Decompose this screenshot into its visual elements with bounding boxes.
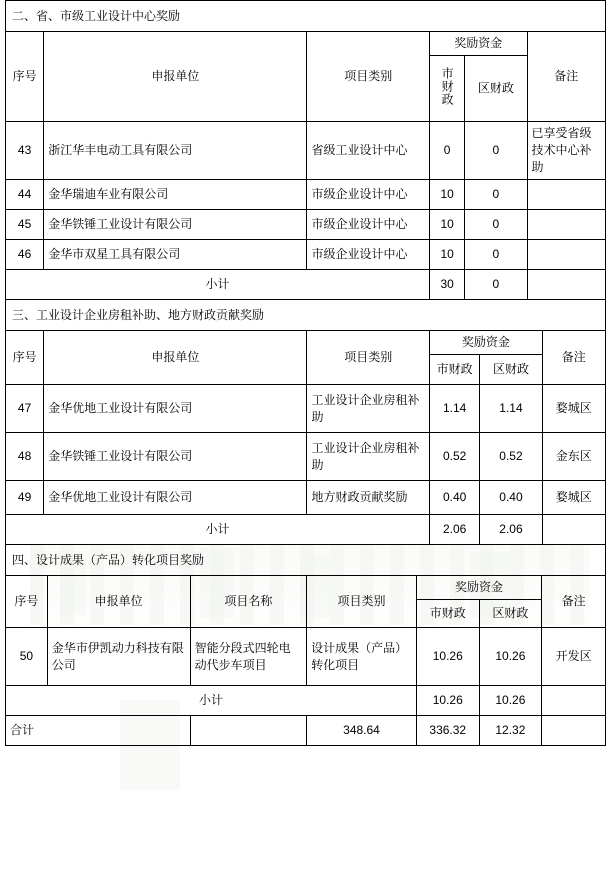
header-applicant: 申报单位	[44, 331, 307, 385]
cell-project-name: 智能分段式四轮电动代步车项目	[190, 628, 306, 686]
header-district-finance: 区财政	[480, 355, 542, 385]
section-title: 四、设计成果（产品）转化项目奖励	[6, 545, 606, 576]
table-row	[6, 180, 606, 210]
section-2-header-row-1	[6, 32, 606, 56]
table-section-3	[5, 299, 606, 545]
section-3-title-row	[6, 300, 606, 331]
cell-district-finance: 0.52	[480, 433, 542, 481]
cell-seq: 47	[6, 385, 44, 433]
grand-total-amount	[190, 716, 306, 746]
header-district-finance: 区财政	[479, 600, 542, 628]
cell-category: 市级企业设计中心	[307, 180, 430, 210]
cell-applicant: 金华市双星工具有限公司	[44, 240, 307, 270]
subtotal-label: 小计	[6, 686, 417, 716]
cell-city-finance: 0.40	[430, 481, 480, 515]
table-section-4	[5, 544, 606, 746]
subtotal-remark	[527, 270, 605, 300]
cell-district-finance: 0	[465, 210, 527, 240]
cell-remark: 婺城区	[542, 481, 605, 515]
header-applicant: 申报单位	[47, 576, 190, 628]
header-seq: 序号	[6, 32, 44, 122]
cell-city-finance: 10	[430, 180, 465, 210]
cell-category: 工业设计企业房租补助	[307, 433, 430, 481]
cell-category: 市级企业设计中心	[307, 240, 430, 270]
grand-total-row	[6, 716, 606, 746]
subtotal-remark	[542, 686, 606, 716]
cell-seq: 49	[6, 481, 44, 515]
section-title: 二、省、市级工业设计中心奖励	[6, 1, 606, 32]
table-row	[6, 210, 606, 240]
subtotal-row	[6, 515, 606, 545]
cell-remark: 已享受省级技术中心补助	[527, 122, 605, 180]
header-funds-group: 奖励资金	[416, 576, 541, 600]
header-remark: 备注	[527, 32, 605, 122]
header-remark: 备注	[542, 331, 605, 385]
header-project-name: 项目名称	[190, 576, 306, 628]
cell-category: 市级企业设计中心	[307, 210, 430, 240]
table-section-2	[5, 0, 606, 300]
grand-total-remark	[542, 716, 606, 746]
header-category: 项目类别	[307, 331, 430, 385]
cell-city-finance: 10	[430, 210, 465, 240]
header-category: 项目类别	[307, 576, 417, 628]
cell-seq: 50	[6, 628, 48, 686]
cell-applicant: 金华瑞迪车业有限公司	[44, 180, 307, 210]
grand-total-city-finance: 336.32	[416, 716, 479, 746]
header-city-finance: 市财政	[430, 355, 480, 385]
cell-remark	[527, 180, 605, 210]
cell-seq: 45	[6, 210, 44, 240]
cell-applicant: 金华市伊凯动力科技有限公司	[47, 628, 190, 686]
header-category: 项目类别	[307, 32, 430, 122]
cell-category: 省级工业设计中心	[307, 122, 430, 180]
cell-remark	[527, 210, 605, 240]
cell-seq: 46	[6, 240, 44, 270]
header-remark: 备注	[542, 576, 606, 628]
header-city-finance: 市财政	[430, 56, 465, 122]
table-row	[6, 481, 606, 515]
subtotal-row	[6, 686, 606, 716]
cell-city-finance: 1.14	[430, 385, 480, 433]
cell-remark	[527, 240, 605, 270]
cell-applicant: 金华铁锤工业设计有限公司	[44, 210, 307, 240]
cell-applicant: 浙江华丰电动工具有限公司	[44, 122, 307, 180]
header-funds-group: 奖励资金	[430, 32, 527, 56]
subtotal-row	[6, 270, 606, 300]
header-district-finance: 区财政	[465, 56, 527, 122]
table-row	[6, 433, 606, 481]
subtotal-district-finance: 0	[465, 270, 527, 300]
cell-city-finance: 0.52	[430, 433, 480, 481]
cell-seq: 44	[6, 180, 44, 210]
section-2-title-row	[6, 1, 606, 32]
section-title: 三、工业设计企业房租补助、地方财政贡献奖励	[6, 300, 606, 331]
cell-city-finance: 10	[430, 240, 465, 270]
header-seq: 序号	[6, 331, 44, 385]
cell-district-finance: 0	[465, 180, 527, 210]
cell-remark: 婺城区	[542, 385, 605, 433]
cell-city-finance: 10.26	[416, 628, 479, 686]
cell-applicant: 金华铁锤工业设计有限公司	[44, 433, 307, 481]
cell-district-finance: 0	[465, 122, 527, 180]
cell-district-finance: 10.26	[479, 628, 542, 686]
cell-category: 工业设计企业房租补助	[307, 385, 430, 433]
cell-seq: 43	[6, 122, 44, 180]
subtotal-district-finance: 10.26	[479, 686, 542, 716]
cell-category: 设计成果（产品）转化项目	[307, 628, 417, 686]
cell-district-finance: 0.40	[480, 481, 542, 515]
cell-district-finance: 0	[465, 240, 527, 270]
section-4-title-row	[6, 545, 606, 576]
header-seq: 序号	[6, 576, 48, 628]
section-4-header-row-1	[6, 576, 606, 600]
cell-category: 地方财政贡献奖励	[307, 481, 430, 515]
table-row	[6, 628, 606, 686]
cell-applicant: 金华优地工业设计有限公司	[44, 385, 307, 433]
header-applicant: 申报单位	[44, 32, 307, 122]
cell-seq: 48	[6, 433, 44, 481]
cell-district-finance: 1.14	[480, 385, 542, 433]
table-row	[6, 385, 606, 433]
cell-city-finance: 0	[430, 122, 465, 180]
subtotal-city-finance: 10.26	[416, 686, 479, 716]
cell-remark: 开发区	[542, 628, 606, 686]
grand-total-label: 合计	[6, 716, 191, 746]
subtotal-district-finance: 2.06	[480, 515, 542, 545]
subtotal-city-finance: 2.06	[430, 515, 480, 545]
subtotal-label: 小计	[6, 270, 430, 300]
subtotal-city-finance: 30	[430, 270, 465, 300]
section-3-header-row-1	[6, 331, 606, 355]
table-row	[6, 122, 606, 180]
header-city-finance: 市财政	[416, 600, 479, 628]
subtotal-remark	[542, 515, 605, 545]
cell-remark: 金东区	[542, 433, 605, 481]
subtotal-label: 小计	[6, 515, 430, 545]
grand-total-amount-value: 348.64	[307, 716, 417, 746]
header-funds-group: 奖励资金	[430, 331, 543, 355]
grand-total-district-finance: 12.32	[479, 716, 542, 746]
cell-applicant: 金华优地工业设计有限公司	[44, 481, 307, 515]
table-row	[6, 240, 606, 270]
